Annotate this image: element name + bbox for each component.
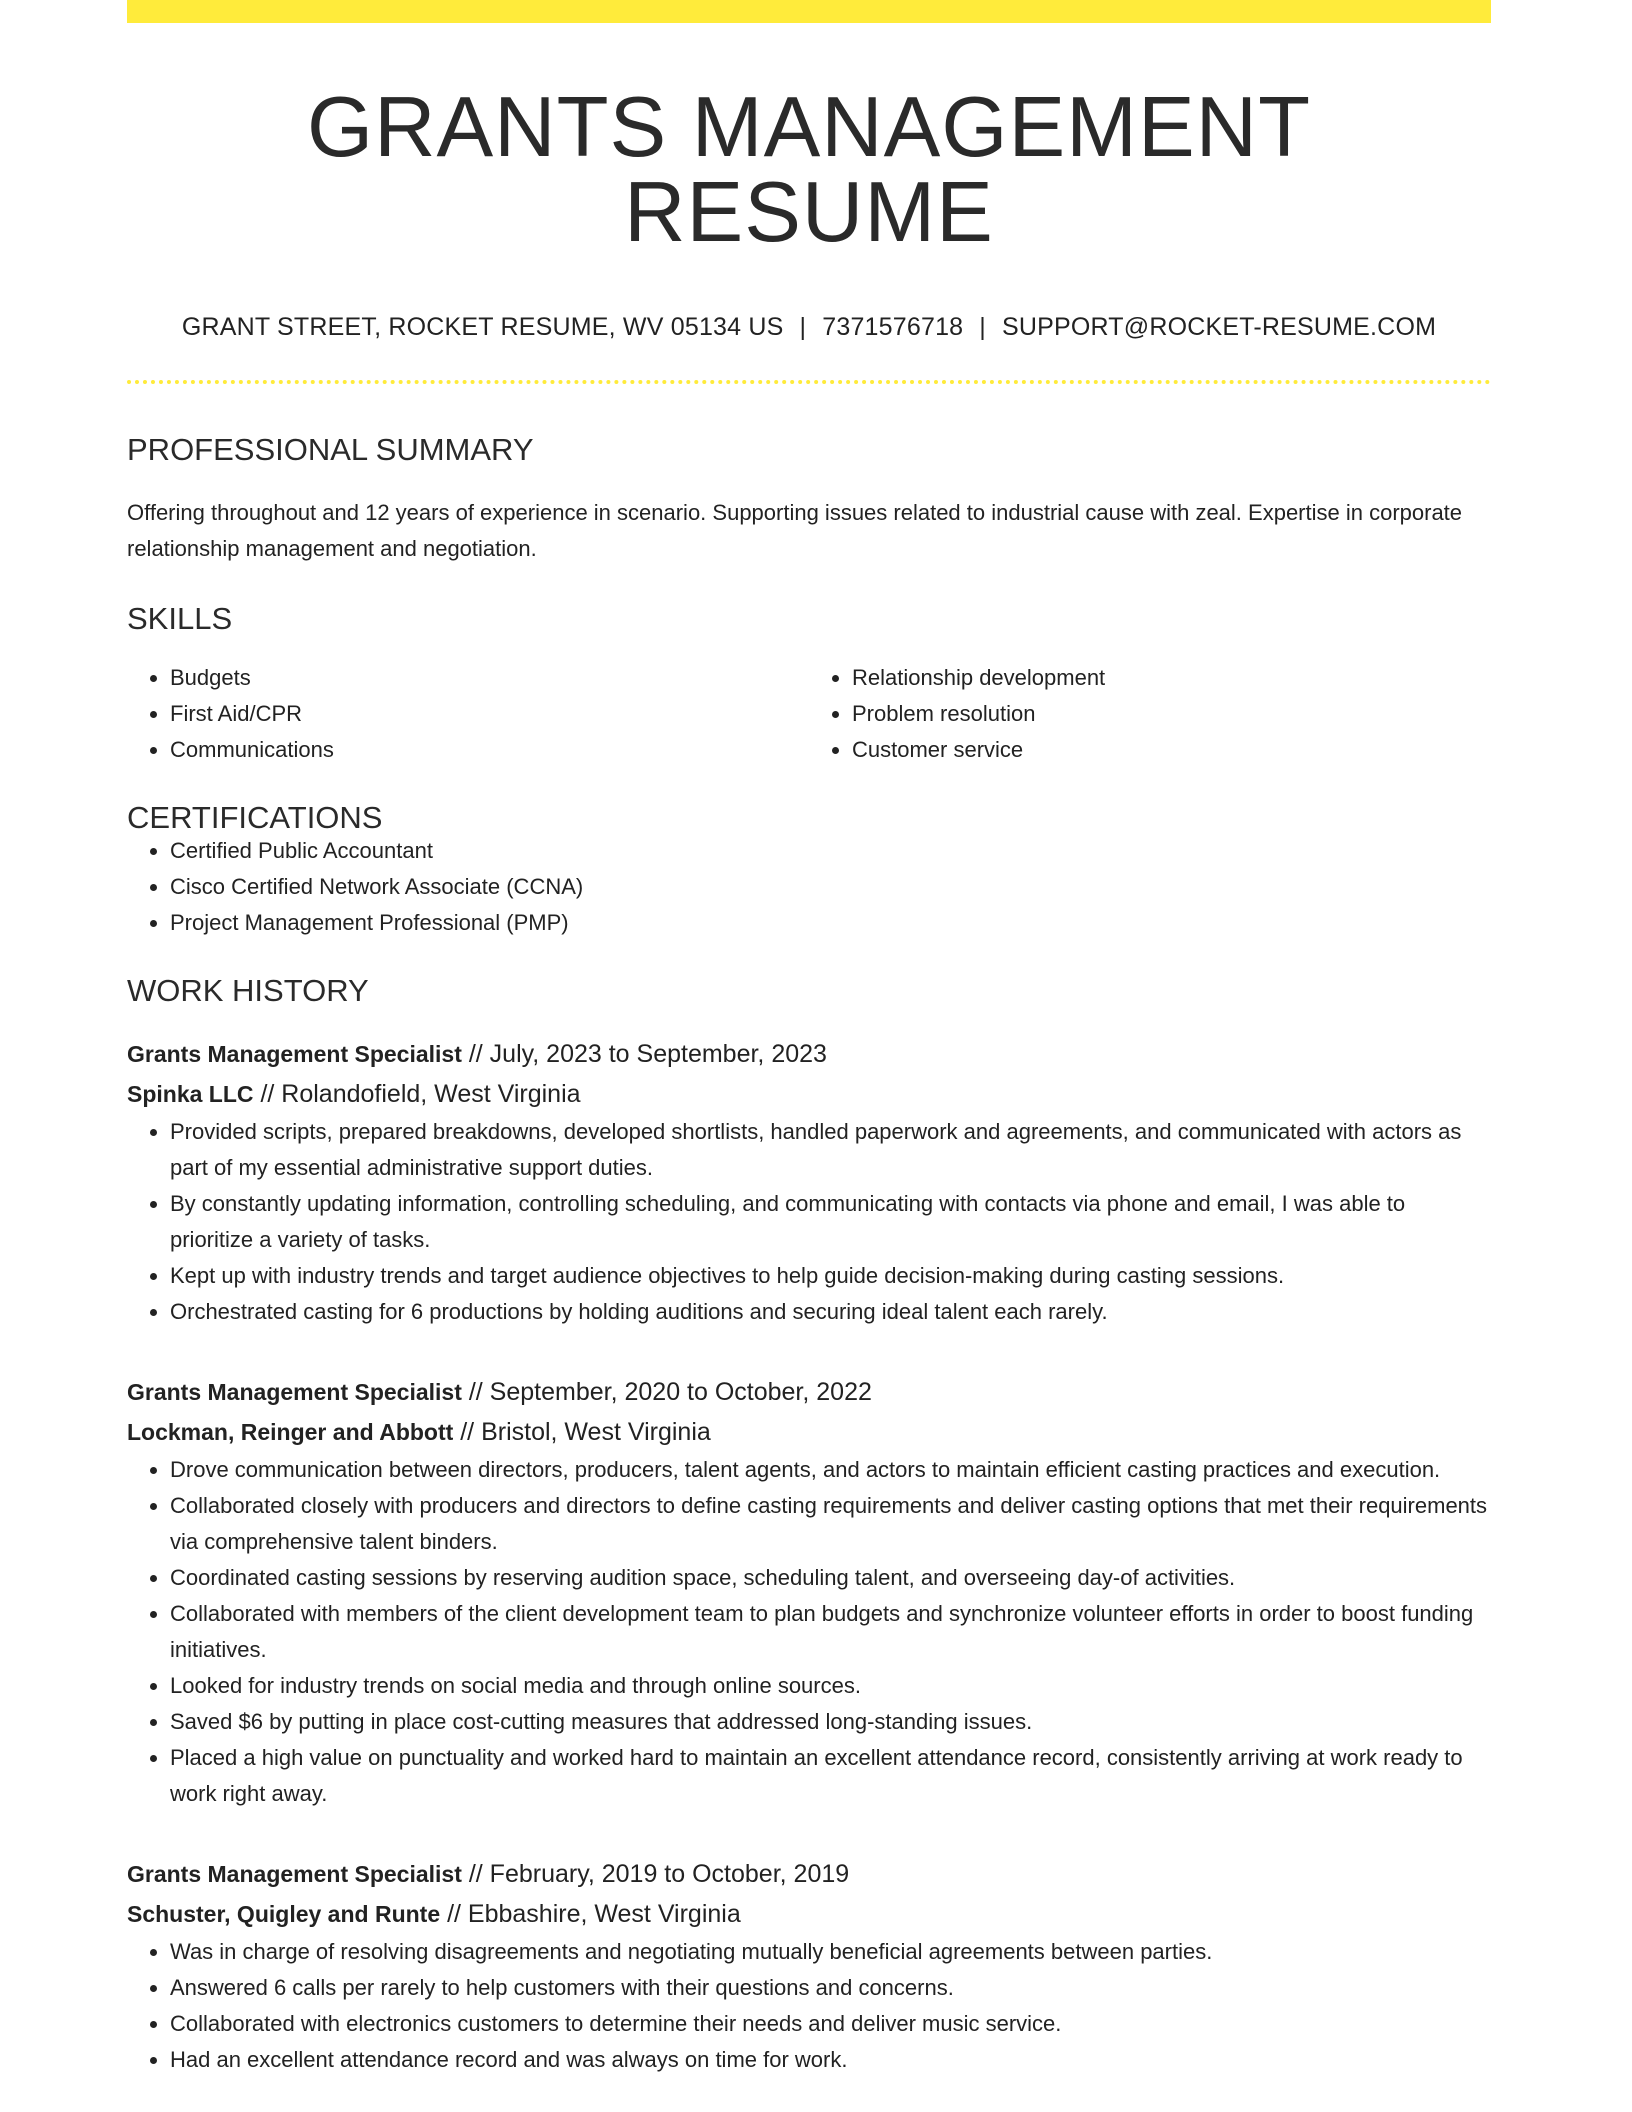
job-bullets xyxy=(127,1114,1491,1330)
contact-address: GRANT STREET, ROCKET RESUME, WV 05134 US xyxy=(181,313,784,341)
job-bullet: • Answered 6 calls per rarely to help customers with their questions and concerns. xyxy=(170,1970,1491,2006)
resume-page xyxy=(127,0,1491,2078)
job-location: // Rolandofield, West Virginia xyxy=(253,1080,581,1108)
job-bullet: • Saved $6 by putting in place cost-cutting measures that addressed long-standing issues. xyxy=(170,1704,1491,1740)
job-location: // Bristol, West Virginia xyxy=(453,1418,711,1446)
job-role: Grants Management Specialist xyxy=(127,1861,462,1887)
job-role: Grants Management Specialist xyxy=(127,1041,462,1067)
contact-separator: | xyxy=(799,313,807,341)
certification-item: • Cisco Certified Network Associate (CCNA) xyxy=(170,869,1491,905)
job-bullet: • Placed a high value on punctuality and worked hard to maintain an excellent attendance record, consistently arriving at work ready to work right away. xyxy=(170,1740,1491,1812)
skill-item: • Problem resolution xyxy=(852,696,1491,732)
job-company: Schuster, Quigley and Runte xyxy=(127,1901,441,1927)
skill-item: • Customer service xyxy=(852,732,1491,768)
job-company-line xyxy=(127,1074,1491,1114)
contact-phone: 7371576718 xyxy=(822,313,964,341)
skills-list-right xyxy=(809,660,1491,768)
dotted-divider xyxy=(127,380,1491,384)
skill-item: • Relationship development xyxy=(852,660,1491,696)
job-bullet: • Collaborated closely with producers and directors to define casting requirements and deliver casting options that met their requirements via comprehensive talent binders. xyxy=(170,1488,1491,1560)
summary-text: Offering throughout and 12 years of experience in scenario. Supporting issues related to industrial cause with zeal. Expertise in corporate relationship management and negotiation. xyxy=(127,500,1463,561)
summary-heading: PROFESSIONAL SUMMARY xyxy=(127,432,534,467)
certification-item: • Project Management Professional (PMP) xyxy=(170,905,1491,941)
job-dates: // February, 2019 to October, 2019 xyxy=(461,1860,850,1888)
skill-item: • Communications xyxy=(170,732,809,768)
contact-line xyxy=(127,315,1491,340)
job-bullets xyxy=(127,1934,1491,2078)
contact-separator: | xyxy=(979,313,986,341)
job-entry xyxy=(127,1854,1491,2078)
skills-column-left xyxy=(127,660,809,768)
skill-item: • First Aid/CPR xyxy=(170,696,809,732)
job-company: Spinka LLC xyxy=(127,1081,254,1107)
job-company-line xyxy=(127,1412,1491,1452)
job-bullets xyxy=(127,1452,1491,1812)
job-bullet: • Was in charge of resolving disagreements and negotiating mutually beneficial agreements between parties. xyxy=(170,1934,1491,1970)
certification-item: • Certified Public Accountant xyxy=(170,833,1491,869)
work-history-heading: WORK HISTORY xyxy=(127,973,369,1008)
job-bullet: • Orchestrated casting for 6 productions by holding auditions and securing ideal talent each rarely. xyxy=(170,1294,1491,1330)
job-bullet: • Coordinated casting sessions by reserving audition space, scheduling talent, and overseeing day-of activities. xyxy=(170,1560,1491,1596)
skill-item: • Budgets xyxy=(170,660,809,696)
job-bullet: • Had an excellent attendance record and was always on time for work. xyxy=(170,2042,1491,2078)
certifications-heading: CERTIFICATIONS xyxy=(127,800,383,835)
job-bullet: • Collaborated with electronics customers to determine their needs and deliver music service. xyxy=(170,2006,1491,2042)
resume-title: GRANTS MANAGEMENT RESUME xyxy=(306,80,1311,260)
job-company: Lockman, Reinger and Abbott xyxy=(127,1419,454,1445)
job-bullet: • Drove communication between directors, producers, talent agents, and actors to maintain efficient casting practices and execution. xyxy=(170,1452,1491,1488)
job-dates: // July, 2023 to September, 2023 xyxy=(461,1040,827,1068)
job-company-line xyxy=(127,1894,1491,1934)
job-bullet: • Kept up with industry trends and target audience objectives to help guide decision-making during casting sessions. xyxy=(170,1258,1491,1294)
certifications-list xyxy=(127,833,1491,941)
accent-bar xyxy=(127,0,1491,23)
job-role: Grants Management Specialist xyxy=(127,1379,462,1405)
job-bullet: • Looked for industry trends on social media and through online sources. xyxy=(170,1668,1491,1704)
skills-list-left xyxy=(127,660,809,768)
job-role-line xyxy=(127,1854,1491,1894)
job-bullet: • Collaborated with members of the client development team to plan budgets and synchronize volunteer efforts in order to boost funding initiatives. xyxy=(170,1596,1491,1668)
job-entry xyxy=(127,1372,1491,1812)
job-entry xyxy=(127,1034,1491,1330)
skills-heading: SKILLS xyxy=(127,601,233,636)
contact-email: SUPPORT@ROCKET-RESUME.COM xyxy=(1001,313,1437,341)
job-role-line xyxy=(127,1034,1491,1074)
job-bullet: • By constantly updating information, controlling scheduling, and communicating with contacts via phone and email, I was able to prioritize a variety of tasks. xyxy=(170,1186,1491,1258)
job-dates: // September, 2020 to October, 2022 xyxy=(461,1378,872,1406)
job-bullet: • Provided scripts, prepared breakdowns, developed shortlists, handled paperwork and agreements, and communicated with actors as part of my essential administrative support duties. xyxy=(170,1114,1491,1186)
job-role-line xyxy=(127,1372,1491,1412)
skills-column-right xyxy=(809,660,1491,768)
skills-grid xyxy=(127,660,1491,768)
job-location: // Ebbashire, West Virginia xyxy=(440,1900,741,1928)
